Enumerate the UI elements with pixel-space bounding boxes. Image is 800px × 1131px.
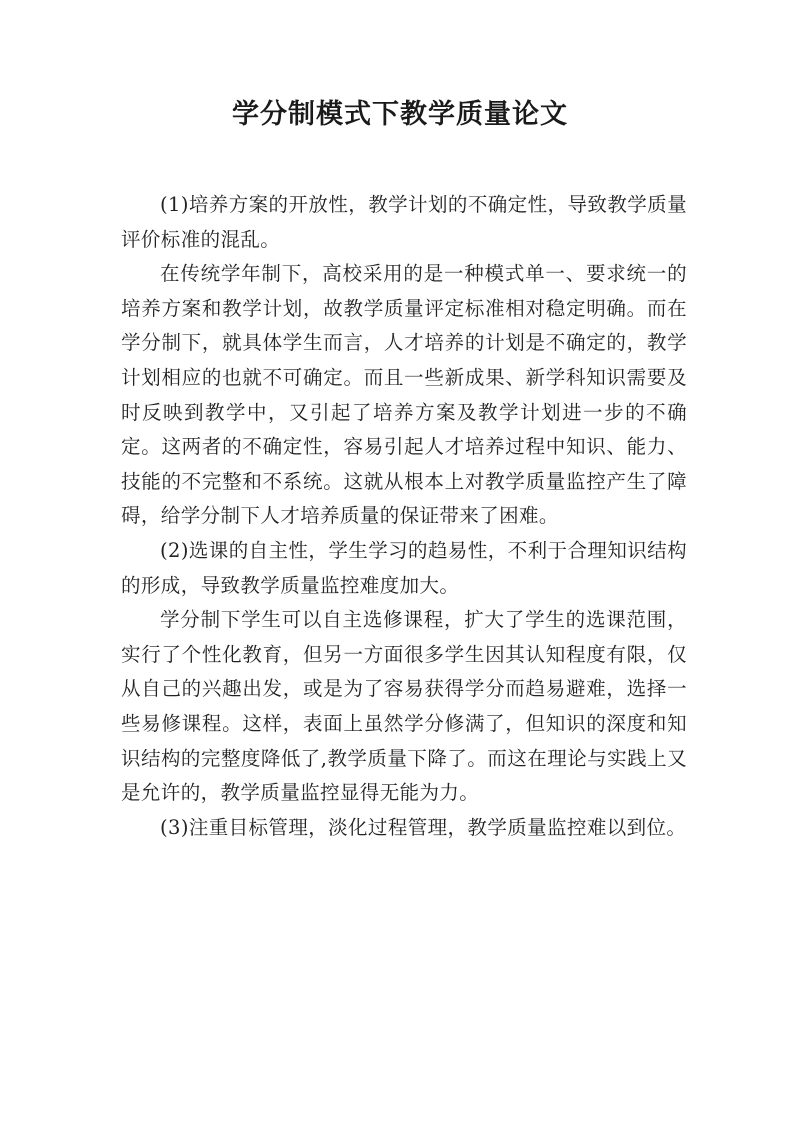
- paragraph-heading-3: (3)注重目标管理，淡化过程管理，教学质量监控难以到位。: [160, 815, 687, 839]
- paragraph-heading-2: (2)选课的自主性，学生学习的趋易性，不利于合理知识结构的形成，导致教学质量监控难度加大。: [121, 538, 687, 597]
- paragraph-body-1: 在传统学年制下，高校采用的是一种模式单一、要求统一的培养方案和教学计划，故教学质量评定标准相对稳定明确。而在学分制下，就具体学生而言，人才培养的计划是不确定的，教学计划相应的也就不可确定。而且一些新成果、新学科知识需要及时反映到教学中，又引起了培养方案及教学计划进一步的不确定。这两者的不确定性，容易引起人才培养过程中知识、能力、技能的不完整和不系统。这就从根本上对教学质量监控产生了障碍，给学分制下人才培养质量的保证带来了困难。: [121, 262, 687, 528]
- document-title: 学分制模式下教学质量论文: [232, 99, 568, 130]
- document-body: [121, 188, 687, 845]
- paragraph-body-2: 学分制下学生可以自主选修课程，扩大了学生的选课范围，实行了个性化教育，但另一方面很多学生因其认知程度有限，仅从自己的兴趣出发，或是为了容易获得学分而趋易避难，选择一些易修课程。这样，表面上虽然学分修满了，但知识的深度和知识结构的完整度降低了,教学质量下降了。而这在理论与实践上又是允许的，教学质量监控显得无能为力。: [121, 608, 687, 805]
- paragraph-heading-1: (1)培养方案的开放性，教学计划的不确定性，导致教学质量评价标准的混乱。: [121, 193, 687, 251]
